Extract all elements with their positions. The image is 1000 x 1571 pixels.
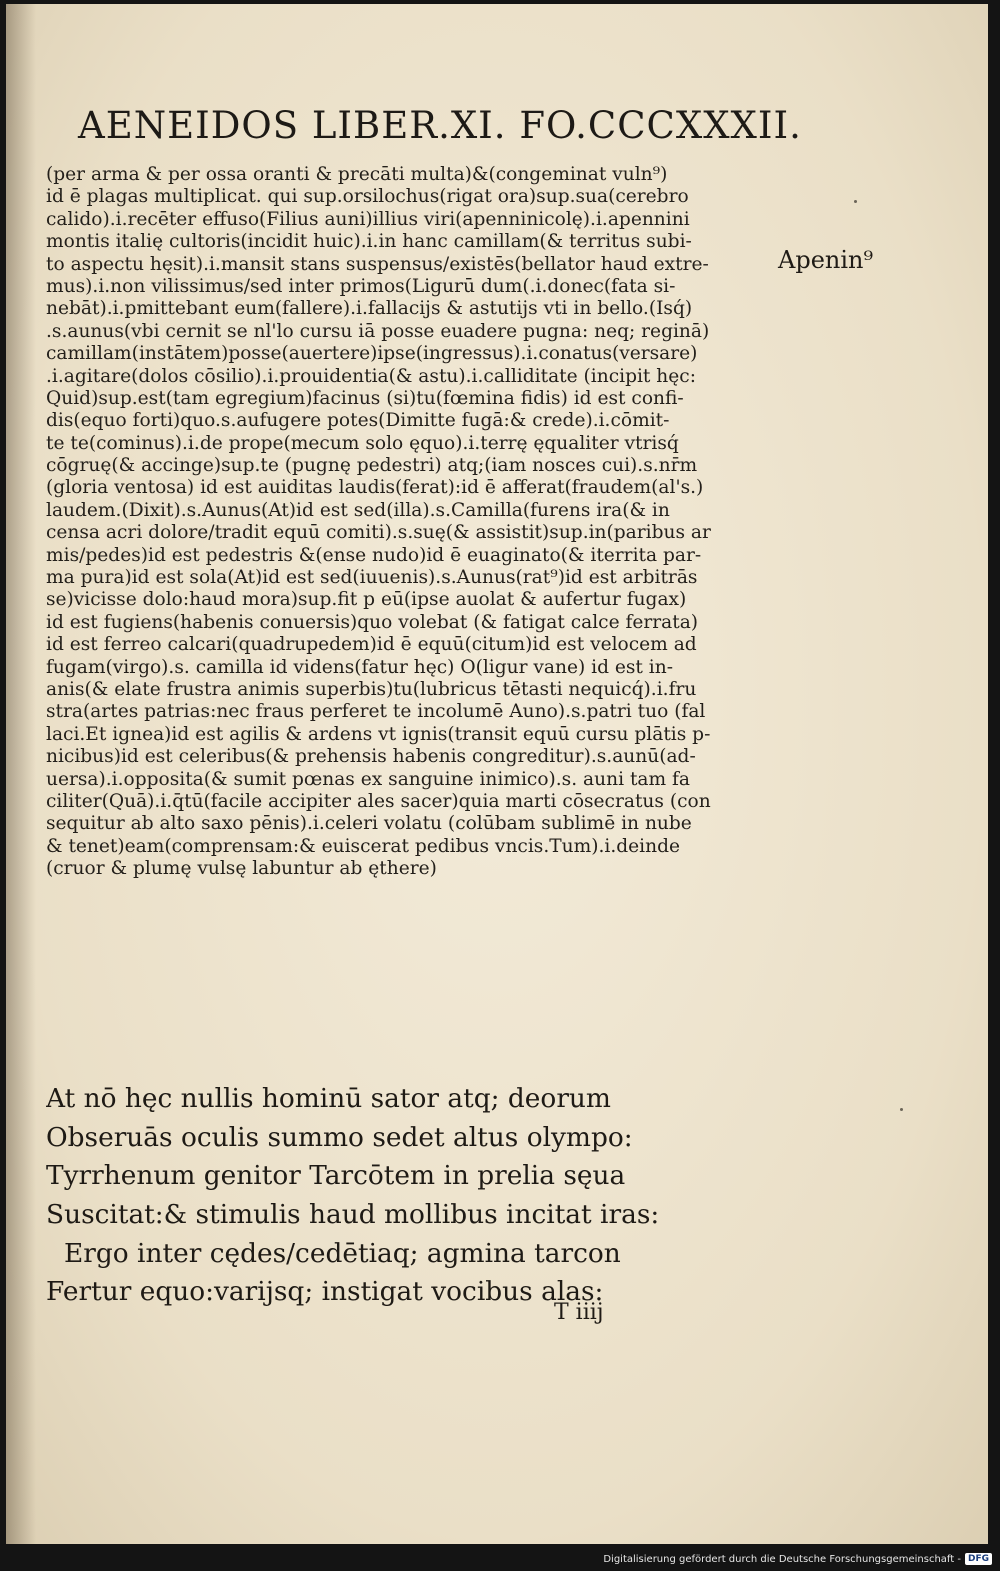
commentary-line: ma pura)id est sola(At)id est sed(iuuenis).s.Aunus(rat⁹)id est arbitrās <box>46 567 698 589</box>
commentary-line: stra(artes patrias:nec fraus perferet te incolumē Auno).s.patri tuo (fal <box>46 701 706 723</box>
paper-speck <box>900 1108 903 1111</box>
commentary-line: censa acri dolore/tradit equū comiti).s.suę(& assistit)sup.in(paribus ar <box>46 522 711 544</box>
commentary-line: uersa).i.opposita(& sumit pœnas ex sanguine inimico).s. auni tam fa <box>46 768 691 790</box>
dfg-logo: DFG <box>965 1553 992 1565</box>
verse-line: At nō hęc nullis hominū sator atq; deorum <box>46 1083 611 1114</box>
commentary-line: te te(cominus).i.de prope(mecum solo ęquo).i.terrę ęqualiter vtrisq́ <box>46 432 679 454</box>
verse-line: Suscitat:& stimulis haud mollibus incitat iras: <box>46 1199 660 1231</box>
commentary-line: se)vicisse dolo:haud mora)sup.fit p eū(ipse auolat & aufertur fugax) <box>46 589 687 611</box>
verse-line: Ergo inter cędes/cedētiaq; agmina tarcon <box>64 1237 621 1269</box>
commentary-line: laci.Et ignea)id est agilis & ardens vt ignis(transit equū cursu plātis p- <box>46 723 711 745</box>
commentary-line: id est ferreo calcari(quadrupedem)id ē equū(citum)id est velocem ad <box>46 634 697 656</box>
commentary-line: id est fugiens(habenis conuersis)quo volebat (& fatigat calce ferrata) <box>46 611 699 633</box>
commentary-line: id ē plagas multiplicat. qui sup.orsilochus(rigat ora)sup.sua(cerebro <box>46 186 689 208</box>
commentary-line: mus).i.non vilissimus/sed inter primos(Ligurū dum(.i.donec(fata si- <box>46 275 676 297</box>
commentary-line: dis(equo forti)quo.s.aufugere potes(Dimitte fugā:& crede).i.cōmit- <box>46 410 670 432</box>
paper-speck <box>854 200 857 203</box>
running-head: AENEIDOS LIBER.XI. FO.CCCXXXII. <box>78 104 802 147</box>
marginal-note: Apenin⁹ <box>778 246 874 274</box>
verse-line: Tyrrhenum genitor Tarcōtem in prelia sęua <box>46 1160 626 1192</box>
commentary-line: .i.agitare(dolos cōsilio).i.prouidentia(& astu).i.calliditate (incipit hęc: <box>46 365 696 387</box>
verse-line: Fertur equo:varijsq; instigat vocibus alas: <box>46 1276 604 1308</box>
commentary-line: (per arma & per ossa oranti & precāti multa)&(congeminat vuln⁹) <box>46 164 668 185</box>
verse-block <box>46 1080 766 1312</box>
commentary-line: & tenet)eam(comprensam:& euiscerat pedibus vncis.Tum).i.deinde <box>46 835 680 857</box>
footer-text: Digitalisierung gefördert durch die Deutsche Forschungsgemeinschaft - <box>603 1553 961 1565</box>
commentary-line: nebāt).i.pmittebant eum(fallere).i.fallacijs & astutijs vti in bello.(Isq́) <box>46 298 693 320</box>
commentary-block <box>46 164 766 881</box>
gutter-shadow <box>6 4 36 1544</box>
commentary-line: (cruor & plumę vulsę labuntur ab ęthere) <box>46 858 437 880</box>
digitization-footer <box>603 1553 992 1565</box>
commentary-line: cōgruę(& accinge)sup.te (pugnę pedestri) atq;(iam nosces cui).s.nr̄m <box>46 455 698 477</box>
commentary-line: laudem.(Dixit).s.Aunus(At)id est sed(illa).s.Camilla(furens ira(& in <box>46 499 670 521</box>
commentary-line: Quid)sup.est(tam egregium)facinus (si)tu(fœmina fidis) id est confi- <box>46 387 684 409</box>
commentary-line: montis italię cultoris(incidit huic).i.in hanc camillam(& territus subi- <box>46 231 692 253</box>
commentary-line: sequitur ab alto saxo pēnis).i.celeri volatu (colūbam sublimē in nube <box>46 813 692 835</box>
commentary-line: (gloria ventosa) id est auiditas laudis(ferat):id ē afferat(fraudem(al's.) <box>46 477 704 499</box>
signature-mark: T iiij <box>554 1300 604 1325</box>
commentary-line: ciliter(Quā).i.q̄tū(facile accipiter ales sacer)quia marti cōsecratus (con <box>46 790 711 812</box>
commentary-line: calido).i.recēter effuso(Filius auni)illius viri(apenninicolę).i.apennini <box>46 208 690 230</box>
commentary-line: fugam(virgo).s. camilla id videns(fatur hęc) O(ligur vane) id est in- <box>46 656 674 678</box>
verse-line: Obseruās oculis summo sedet altus olympo: <box>46 1121 633 1153</box>
commentary-line: .s.aunus(vbi cernit se nl'lo cursu iā posse euadere pugna: neq; reginā) <box>46 320 710 342</box>
commentary-line: mis/pedes)id est pedestris &(ense nudo)id ē euaginato(& iterrita par- <box>46 544 702 566</box>
book-page <box>6 4 988 1544</box>
commentary-line: nicibus)id est celeribus(& prehensis habenis congreditur).s.aunū(ad- <box>46 746 696 768</box>
commentary-line: anis(& elate frustra animis superbis)tu(lubricus tētasti nequicq́).i.fru <box>46 678 697 700</box>
commentary-line: camillam(instātem)posse(auertere)ipse(ingressus).i.conatus(versare) <box>46 343 698 365</box>
commentary-line: to aspectu hęsit).i.mansit stans suspensus/existēs(bellator haud extre- <box>46 253 709 275</box>
